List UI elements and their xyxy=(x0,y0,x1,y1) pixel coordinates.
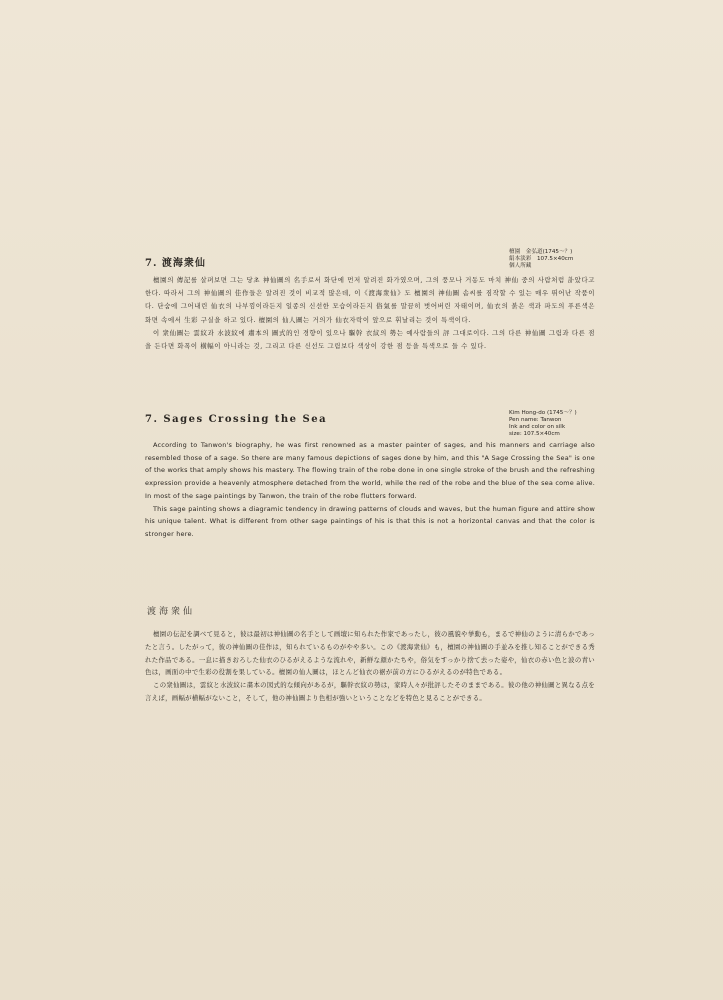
korean-paragraph: 이 衆仙圖는 雲紋과 水波紋에 肅本의 圖式的인 경향이 있으나 驅幹 衣紋의 勢는 예사람들의 評 그대로이다. 그의 다른 神仙圖 그림과 다른 점을 든다면 화폭이 橫幅이 아니라는 것, 그리고 다른 신선도 그림보다 색상이 강한 점 등을 특색으로 들 수 있다. xyxy=(145,328,595,351)
korean-section xyxy=(145,249,595,351)
korean-meta-line: 檀園 金弘道(1745～？) xyxy=(509,249,573,255)
english-paragraph: According to Tanwon's biography, he was first renowned as a master painter of sages, and his manners and carriage also resembled those of a sage. So there are many famous depictions of sages done by him, and this "A Sage Crossing the Sea" is one of the works that amply shows his mastery. The flowing train of the robe done in one single stroke of the brush and the refreshing expression provide a heavenly atmosphere detached from the world, while the red of the robe and the blue of the sea come alive. In most of the sage paintings by Tanwon, the train of the robe flutters forward. xyxy=(145,441,595,500)
korean-body xyxy=(145,274,595,353)
english-paragraph: This sage painting shows a diagramic tendency in drawing patterns of clouds and waves, but the human figure and attire show his unique talent. What is different from other sage paintings of his is that this is not a horizontal canvas and that the color is stronger here. xyxy=(145,504,595,538)
english-body xyxy=(145,439,595,541)
korean-title: 7. 渡海衆仙 xyxy=(145,258,206,269)
japanese-paragraph: この衆仙圖は，雲紋と水波紋に粛本の図式的な傾向があるが，驅幹衣紋の勢は，家時人々が批評したそのままである。彼の他の神仙圖と異なる点を言えば，画幅が横幅がないこと，そして，他の神仙圖より色相が強いということなどを特色と見ることができる。 xyxy=(145,681,595,702)
korean-meta-line: 個人所藏 xyxy=(509,263,532,269)
japanese-body xyxy=(145,628,595,705)
korean-meta-line: 絹本淡彩 107.5×40cm xyxy=(509,256,574,262)
english-section xyxy=(145,410,595,538)
japanese-title: 渡海衆仙 xyxy=(147,607,196,617)
korean-meta xyxy=(509,249,573,270)
japanese-paragraph: 檀園の伝記を調べて見ると，彼は最初は神仙圖の名手として画壇に知られた作家であったし，彼の風貌や挙動も，まるで神仙のように清らかであったと言う。したがって，彼の神仙圖の佳作は，知られているものがやや多い。この《渡海衆仙》も，檀園の神仙圖の手並みを推し知ることができる秀れた作品である。一息に描きおろした仙衣のひるがえるような流れや，新鮮な顔かたちや，俗気をすっかり捨て去った姿や，仙衣の赤い色と波の青い色は，画面の中で生彩の役割を果している。檀園の仙人圖は，ほとんど仙衣の裾が前の方にひるがえるのが特色である。 xyxy=(145,630,596,677)
japanese-section xyxy=(145,604,596,702)
english-meta-line: Kim Hong-do (1745～？) xyxy=(509,410,577,416)
english-meta xyxy=(509,410,577,438)
english-meta-line: Pen name: Tanwon xyxy=(509,417,562,423)
english-meta-line: size: 107.5×40cm xyxy=(509,431,560,437)
korean-paragraph: 檀園의 傳記를 살펴보면 그는 당초 神仙圖의 名手로서 화단에 먼저 알려진 화가였으며, 그의 풍모나 거동도 마치 神仙 중의 사람처럼 訃았다고 한다. 따라서 그의 神仙圖의 佳作들은 알려진 것이 비교적 많은데, 이《渡海衆仙》도 檀園의 神仙圖 솜씨를 짐작할 수 있는 매우 뛰어난 작품이다. 단숨에 그어내린 仙衣의 나부낌이라든지 일종의 신선한 모습이라든지 俗氣를 말끔히 벗어버린 자태이며, 仙衣의 붉은 색과 파도의 푸른색은 화면 속에서 生彩 구실을 하고 있다. 檀園의 仙人圖는 거의가 仙衣자락이 앞으로 휘날리는 것이 특색이다. xyxy=(145,276,595,324)
english-meta-line: Ink and color on silk xyxy=(509,424,566,430)
english-title: 7. Sages Crossing the Sea xyxy=(145,414,328,425)
